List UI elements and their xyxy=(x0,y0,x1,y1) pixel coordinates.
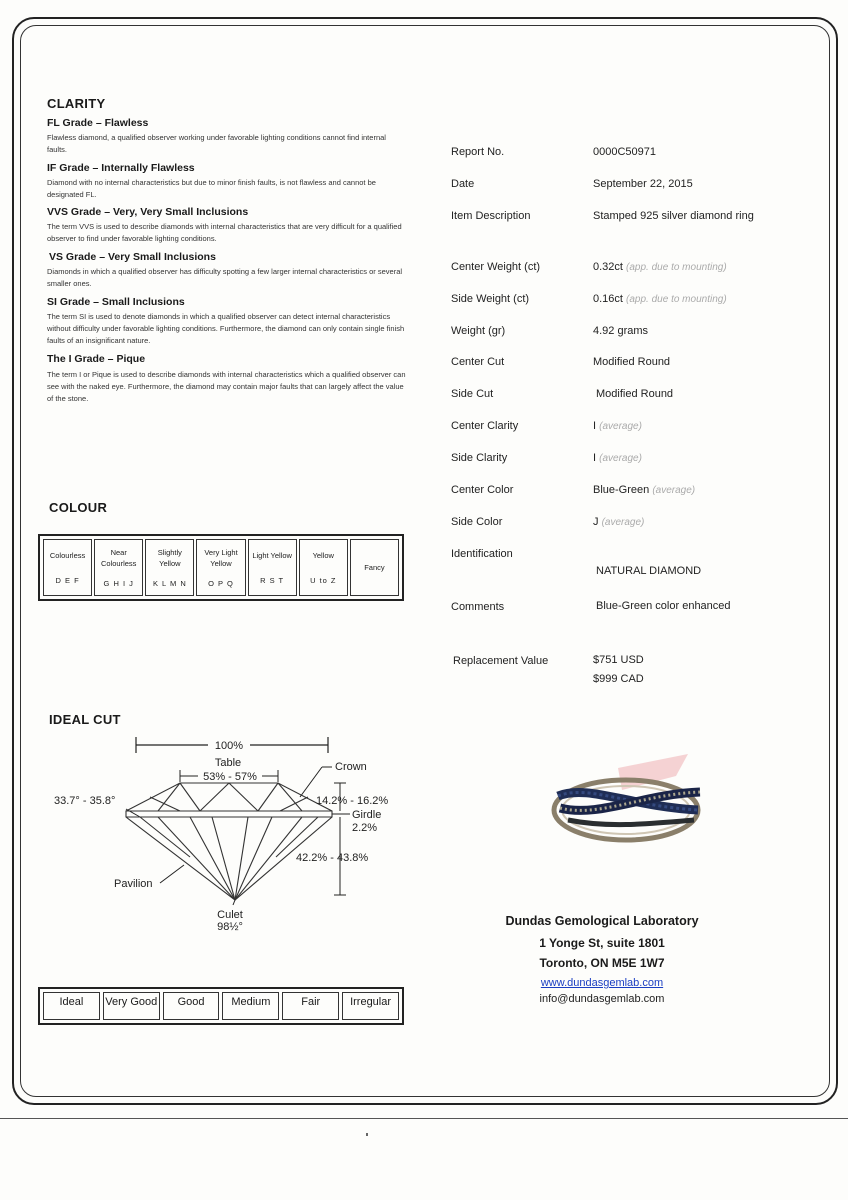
colour-scale-table xyxy=(38,534,404,601)
clarity-grade-si-desc: The term SI is used to denote diamonds in which a qualified observer can detect internal characteristics without difficulty under favorable lighting conditions. Furthermore, the diamond can only contain single finish faults of an insignificant nature. xyxy=(47,312,405,345)
girdle-label: Girdle xyxy=(352,809,382,821)
diamond-cut-diagram xyxy=(40,725,410,940)
colour-name: Near Colourless xyxy=(100,548,137,568)
colour-cell xyxy=(248,539,297,596)
center-color-note: (average) xyxy=(652,485,696,496)
center-cut-label: Center Cut xyxy=(451,356,505,368)
cut-grade-cell: Medium xyxy=(222,992,279,1020)
colour-grade: D E F xyxy=(55,576,80,586)
clarity-title: CLARITY xyxy=(47,96,106,111)
colour-name: Slightly Yellow xyxy=(157,548,182,568)
center-clarity-grade: I xyxy=(593,420,597,432)
clarity-grade-if-title: IF Grade – Internally Flawless xyxy=(47,162,195,174)
center-color-label: Center Color xyxy=(451,484,514,496)
clarity-grade-fl-desc: Flawless diamond, a qualified observer working under favorable lighting conditions cannot find internal faults. xyxy=(47,133,386,154)
side-color-value xyxy=(593,516,644,528)
side-clarity-label: Side Clarity xyxy=(451,452,508,464)
colour-grade: R S T xyxy=(260,576,285,586)
colour-grade: U to Z xyxy=(310,576,337,586)
pavilion-label: Pavilion xyxy=(114,878,153,890)
colour-cell xyxy=(299,539,348,596)
pavilion-depth-label: 42.2% - 43.8% xyxy=(296,852,369,864)
crown-label: Crown xyxy=(335,761,367,773)
center-clarity-note: (average) xyxy=(599,421,642,432)
center-weight-label: Center Weight (ct) xyxy=(451,261,541,273)
side-weight-note: (app. due to mounting) xyxy=(626,294,727,305)
clarity-grade-vs-desc: Diamonds in which a qualified observer has difficulty spotting a few larger internal characteristics or several smaller ones. xyxy=(47,267,403,288)
side-weight-value xyxy=(593,293,727,305)
center-color-value xyxy=(593,484,695,496)
center-clarity-label: Center Clarity xyxy=(451,420,519,432)
crown-angle-label: 33.7° - 35.8° xyxy=(54,795,116,807)
center-weight-number: 0.32ct xyxy=(593,261,623,273)
cut-grade-cell: Ideal xyxy=(43,992,100,1020)
item-description-value: Stamped 925 silver diamond ring xyxy=(593,210,754,222)
lab-email[interactable]: info@dundasgemlab.com xyxy=(539,993,665,1005)
center-weight-value xyxy=(593,261,727,273)
replacement-cad-value: $999 CAD xyxy=(593,673,644,685)
colour-name: Fancy xyxy=(364,563,385,572)
weight-value: 4.92 grams xyxy=(593,325,649,337)
cut-grade-cell: Good xyxy=(163,992,220,1020)
clarity-grade-si-title: SI Grade – Small Inclusions xyxy=(47,296,185,308)
ring-photo xyxy=(548,748,708,856)
colour-name: Yellow xyxy=(312,550,334,560)
clarity-grade-fl-title: FL Grade – Flawless xyxy=(47,117,149,129)
colour-title: COLOUR xyxy=(49,500,108,515)
scan-speck xyxy=(366,1133,368,1136)
comments-value: Blue-Green color enhanced xyxy=(596,600,731,612)
colour-cell xyxy=(94,539,143,596)
bottom-rule xyxy=(0,1118,848,1119)
side-clarity-note: (average) xyxy=(599,453,642,464)
side-color-grade: J xyxy=(593,516,599,528)
colour-name: Light Yellow xyxy=(252,550,292,560)
colour-grade: K L M N xyxy=(152,579,187,588)
side-cut-label: Side Cut xyxy=(451,388,494,400)
date-value: September 22, 2015 xyxy=(593,178,693,190)
girdle-value: 2.2% xyxy=(352,822,378,834)
lab-name: Dundas Gemological Laboratory xyxy=(505,914,699,928)
cut-grade-cell: Fair xyxy=(282,992,339,1020)
comments-label: Comments xyxy=(451,601,505,613)
identification-label: Identification xyxy=(451,548,513,560)
cut-grade-cell: Very Good xyxy=(103,992,160,1020)
ideal-cut-title: IDEAL CUT xyxy=(49,712,121,727)
clarity-grade-vvs-desc: The term VVS is used to describe diamonds with internal characteristics that are very difficult for a qualified observer to find under favorable lighting conditions. xyxy=(47,222,402,243)
weight-label: Weight (gr) xyxy=(451,325,506,337)
replacement-usd-value: $751 USD xyxy=(593,654,644,666)
diamond-outline xyxy=(126,783,332,900)
cut-grade-table xyxy=(38,987,404,1025)
clarity-grade-vvs-title: VVS Grade – Very, Very Small Inclusions xyxy=(47,206,249,218)
cut-grade-cell: Irregular xyxy=(342,992,399,1020)
clarity-grade-i-title: The I Grade – Pique xyxy=(47,353,146,365)
culet-label: Culet xyxy=(217,909,243,921)
lab-address-line1: 1 Yonge St, suite 1801 xyxy=(539,936,665,950)
side-weight-label: Side Weight (ct) xyxy=(451,293,530,305)
center-color-grade: Blue-Green xyxy=(593,484,650,496)
report-no-value: 0000C50971 xyxy=(593,146,657,158)
colour-cell xyxy=(350,539,399,596)
width-percent-label: 100% xyxy=(214,740,244,752)
side-clarity-grade: I xyxy=(593,452,597,464)
center-weight-note: (app. due to mounting) xyxy=(626,262,727,273)
center-clarity-value xyxy=(593,420,642,432)
clarity-grade-if-desc: Diamond with no internal characteristics but due to minor finish faults, is not flawless and cannot be designated FL. xyxy=(47,178,376,199)
colour-cell xyxy=(196,539,245,596)
colour-name: Very Light Yellow xyxy=(204,548,238,568)
item-description-label: Item Description xyxy=(451,210,531,222)
culet-value: 98½° xyxy=(217,921,243,933)
colour-grade: O P Q xyxy=(208,579,234,588)
date-label: Date xyxy=(451,178,475,190)
lab-address-line2: Toronto, ON M5E 1W7 xyxy=(539,956,665,970)
side-clarity-value xyxy=(593,452,642,464)
colour-cell xyxy=(145,539,194,596)
colour-grade: G H I J xyxy=(103,579,134,588)
table-label: Table xyxy=(214,757,242,769)
lab-website-link[interactable]: www.dundasgemlab.com xyxy=(540,977,664,989)
identification-value: NATURAL DIAMOND xyxy=(596,565,702,577)
side-color-label: Side Color xyxy=(451,516,503,528)
clarity-grade-vs-title: VS Grade – Very Small Inclusions xyxy=(49,251,216,263)
side-cut-value: Modified Round xyxy=(596,388,674,400)
side-color-note: (average) xyxy=(601,517,645,528)
replacement-value-label: Replacement Value xyxy=(453,655,549,667)
clarity-grade-i-desc: The term I or Pique is used to describe diamonds with internal characteristics which a qualified observer can see with the naked eye. Furthermore, the diamond may contain major faults that can largely affect the value of the stone. xyxy=(47,370,406,403)
report-no-label: Report No. xyxy=(451,146,505,158)
center-cut-value: Modified Round xyxy=(593,356,671,368)
colour-name: Colourless xyxy=(49,550,86,560)
crown-height-label: 14.2% - 16.2% xyxy=(316,795,389,807)
table-range-label: 53% - 57% xyxy=(203,771,257,783)
side-weight-number: 0.16ct xyxy=(593,293,623,305)
colour-cell xyxy=(43,539,92,596)
